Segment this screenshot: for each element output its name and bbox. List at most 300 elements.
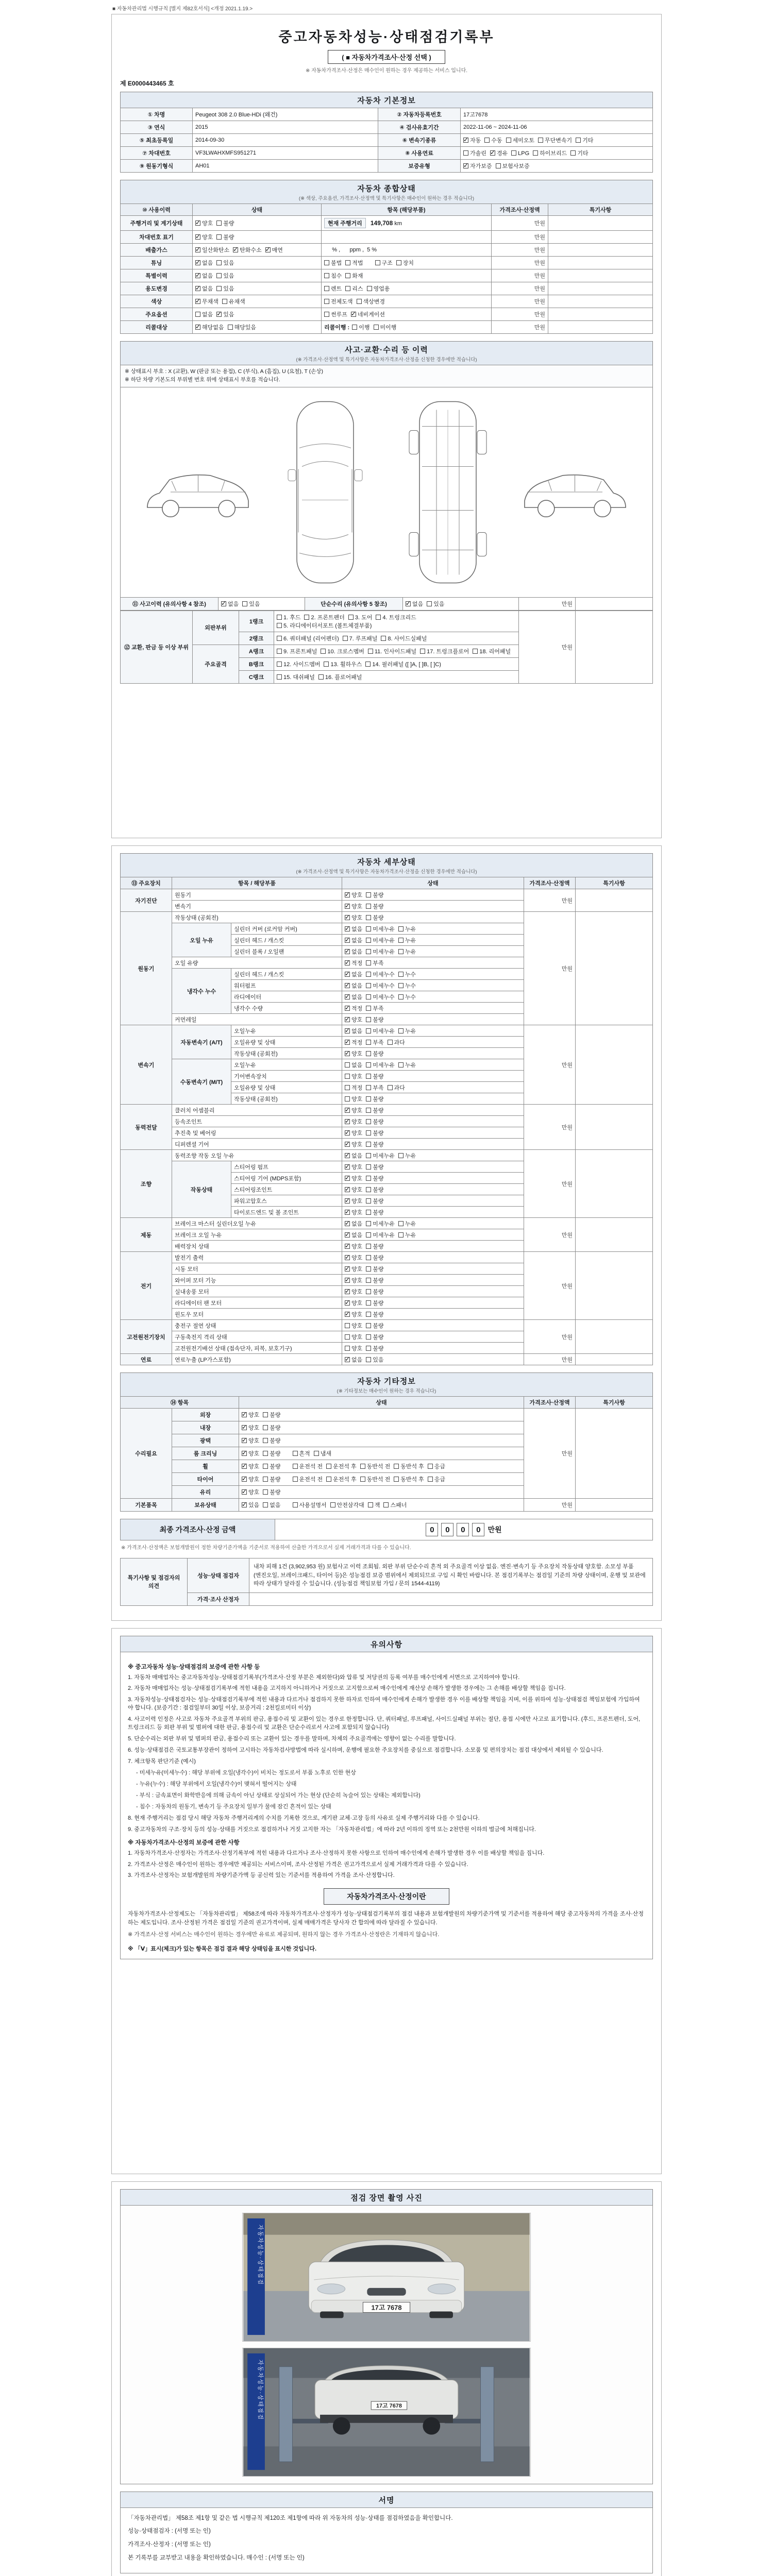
checkbox-option[interactable]	[398, 993, 416, 1001]
checkbox-unchecked-icon	[576, 138, 581, 143]
option-label: 미세누유	[373, 937, 395, 944]
checkbox-option[interactable]	[366, 1015, 383, 1024]
checkbox-option[interactable]	[374, 323, 397, 331]
checkbox-option[interactable]	[345, 1185, 362, 1194]
option-label: 영업용	[373, 286, 390, 292]
checkbox-option[interactable]	[345, 1355, 362, 1364]
option-label: 운전석 전	[299, 1464, 323, 1470]
option-label: 있음	[223, 273, 234, 279]
checkbox-option[interactable]	[345, 1265, 362, 1273]
checkbox-option[interactable]	[345, 1208, 362, 1216]
note-cell	[576, 1354, 653, 1365]
checkbox-option[interactable]	[398, 1027, 416, 1035]
rankA-options	[274, 645, 519, 657]
checkbox-unchecked-icon	[293, 1451, 298, 1456]
checkbox-option[interactable]	[345, 970, 362, 978]
checkbox-option[interactable]	[324, 272, 342, 280]
checkbox-option[interactable]	[345, 1344, 362, 1352]
checkbox-option[interactable]	[348, 613, 372, 621]
option-label: 없음	[351, 1028, 363, 1035]
checkbox-checked-icon	[242, 1489, 247, 1495]
checkbox-option[interactable]	[366, 1321, 383, 1330]
checkbox-option[interactable]	[216, 259, 234, 267]
checkbox-option[interactable]	[345, 1242, 362, 1250]
checkbox-option[interactable]	[345, 1015, 362, 1024]
checkbox-unchecked-icon	[366, 1040, 371, 1045]
price-survey-option[interactable]: ( ■ 자동차가격조사·산정 선택 )	[328, 50, 445, 64]
checkbox-option[interactable]	[293, 1501, 327, 1509]
checkbox-unchecked-icon	[428, 1477, 433, 1482]
checkbox-checked-icon	[406, 601, 411, 606]
checkbox-option[interactable]	[366, 1117, 383, 1126]
checkbox-option[interactable]	[388, 1083, 405, 1092]
checkbox-option[interactable]	[345, 1038, 362, 1046]
checkbox-option[interactable]	[345, 1197, 362, 1205]
checkbox-option[interactable]	[216, 284, 234, 293]
checkbox-option[interactable]	[366, 1355, 383, 1364]
checkbox-option[interactable]	[326, 1475, 357, 1483]
option-label: 탄화수소	[240, 247, 262, 253]
checkbox-option[interactable]	[398, 1219, 416, 1228]
option-label: 없음	[351, 1221, 363, 1227]
checkbox-option[interactable]	[511, 150, 529, 157]
checkbox-option[interactable]	[366, 970, 395, 978]
checkbox-option[interactable]	[394, 1462, 424, 1470]
checkbox-option[interactable]	[366, 1265, 383, 1273]
checkbox-option[interactable]	[366, 1027, 395, 1035]
option-label: 양호	[351, 1266, 363, 1273]
checkbox-option[interactable]	[368, 647, 416, 655]
checkbox-option[interactable]	[314, 1449, 331, 1458]
checkbox-unchecked-icon	[366, 1244, 371, 1249]
checkbox-option[interactable]	[576, 136, 593, 144]
checkbox-option[interactable]	[345, 902, 362, 910]
item-label: 스티어링 기어 (MDPS포함)	[231, 1173, 342, 1184]
checkbox-checked-icon	[345, 1232, 350, 1238]
checkbox-option[interactable]	[195, 284, 213, 293]
checkbox-option[interactable]	[366, 1174, 383, 1182]
etc-row-exterior	[121, 1409, 653, 1421]
checkbox-option[interactable]	[345, 1027, 362, 1035]
checkbox-option[interactable]	[345, 1321, 362, 1330]
device-group-label: 전기	[121, 1252, 172, 1320]
option-label: 불량	[373, 1311, 384, 1318]
basic-row-3	[121, 134, 653, 147]
current-mileage-value: 149,708	[370, 219, 393, 227]
checkbox-option[interactable]	[366, 1129, 383, 1137]
section-accident-note: (※ 가격조사·산정액 및 특기사항은 자동차가격조사·산정을 신청한 경우에만 적습니다)	[296, 357, 477, 363]
checkbox-option[interactable]	[396, 259, 414, 267]
detail-row	[121, 1150, 653, 1161]
opinion-inspector-row	[121, 1558, 653, 1593]
checkbox-option[interactable]	[398, 1231, 416, 1239]
checkbox-option[interactable]	[345, 1061, 362, 1069]
checkbox-option[interactable]	[366, 993, 395, 1001]
checkbox-option[interactable]	[345, 1287, 362, 1296]
car-diagram-top-view	[274, 393, 377, 591]
checkbox-option[interactable]	[357, 297, 385, 306]
note-cell	[548, 308, 653, 321]
checkbox-option[interactable]	[228, 323, 257, 331]
option-label: 누유	[405, 1062, 416, 1069]
checkbox-unchecked-icon	[428, 1464, 433, 1469]
checkbox-option[interactable]	[398, 936, 416, 944]
checkbox-checked-icon	[345, 1266, 350, 1272]
etc-header-row	[121, 1397, 653, 1409]
mileage-unit: km	[394, 221, 402, 227]
device-group-label: 동력전달	[121, 1105, 172, 1150]
value-reg-no: 17고7678	[461, 108, 653, 121]
checkbox-option[interactable]	[242, 1436, 259, 1445]
checkbox-option[interactable]	[345, 1174, 362, 1182]
checkbox-option[interactable]	[195, 219, 213, 227]
checkbox-checked-icon	[345, 1006, 350, 1011]
checkbox-option[interactable]	[366, 1140, 383, 1148]
checkbox-option[interactable]	[345, 1276, 362, 1284]
checkbox-unchecked-icon	[366, 915, 371, 920]
checkbox-option[interactable]	[195, 246, 229, 254]
item-label: 스티어링조인트	[231, 1184, 342, 1195]
option-label: 양호	[351, 1164, 363, 1171]
option-label: 16. 플로어패널	[325, 674, 362, 681]
checkbox-option[interactable]	[398, 1061, 416, 1069]
checkbox-option[interactable]	[366, 1197, 383, 1205]
checkbox-option[interactable]	[345, 1163, 362, 1171]
text-line: 1. 자동차가격조사·산정자는 가격조사·산정기록부에 적힌 내용과 다르거나 조사·산정하지 못한 사항으로 인하여 매수인에게 손해가 발생한 경우 이를 배상할 책임을 집니다.	[128, 1850, 545, 1856]
checkbox-option[interactable]	[366, 1049, 383, 1058]
checkbox-option[interactable]	[345, 959, 362, 967]
checkbox-option[interactable]	[216, 272, 234, 280]
checkbox-option[interactable]	[326, 1462, 357, 1470]
checkbox-option[interactable]	[366, 1004, 383, 1012]
checkbox-option[interactable]	[242, 1501, 259, 1509]
checkbox-option[interactable]	[345, 925, 362, 933]
checkbox-unchecked-icon	[366, 1266, 371, 1272]
checkbox-option[interactable]	[263, 1411, 280, 1419]
checkbox-option[interactable]	[352, 323, 369, 331]
checkbox-option[interactable]	[263, 1501, 280, 1509]
checkbox-option[interactable]	[345, 1004, 362, 1012]
checkbox-option[interactable]	[242, 1449, 259, 1458]
status-options	[342, 1025, 524, 1037]
option-label: 불량	[373, 1243, 384, 1250]
checkbox-option[interactable]	[242, 600, 260, 608]
checkbox-option[interactable]	[345, 1140, 362, 1148]
checkbox-option[interactable]	[263, 1488, 280, 1496]
checkbox-option[interactable]	[216, 233, 234, 241]
item-label: 오일유량 및 상태	[231, 1037, 342, 1048]
label-valid-period: ④ 검사유효기간	[378, 121, 461, 134]
checkbox-option[interactable]	[366, 913, 383, 922]
checkbox-option[interactable]	[398, 981, 416, 990]
checkbox-unchecked-icon	[366, 1085, 371, 1090]
checkbox-option[interactable]	[345, 1219, 362, 1228]
option-label: 썬루프	[331, 312, 347, 318]
option-label: 12. 사이드멤버	[283, 661, 321, 668]
checkbox-option[interactable]	[345, 891, 362, 899]
checkbox-option[interactable]	[233, 246, 262, 254]
option-label: 불량	[373, 1255, 384, 1261]
checkbox-option[interactable]	[463, 162, 492, 170]
checkbox-option[interactable]	[420, 647, 469, 655]
checkbox-option[interactable]	[277, 613, 300, 621]
checkbox-option[interactable]	[195, 233, 213, 241]
option-label: 불량	[373, 1209, 384, 1216]
checkbox-option[interactable]	[366, 925, 395, 933]
checkbox-option[interactable]	[345, 1310, 362, 1318]
status-options	[342, 1252, 524, 1263]
option-label: 불량	[373, 1073, 384, 1080]
checkbox-unchecked-icon	[348, 615, 354, 620]
status-options	[342, 1127, 524, 1139]
special-history-options	[193, 269, 322, 282]
checkbox-option[interactable]	[366, 891, 383, 899]
checkbox-option[interactable]	[216, 219, 234, 227]
checkbox-option[interactable]	[398, 925, 416, 933]
checkbox-option[interactable]	[383, 1501, 407, 1509]
checkbox-option[interactable]	[345, 272, 363, 280]
checkbox-checked-icon	[345, 960, 350, 965]
checkbox-option[interactable]	[367, 284, 390, 293]
checkbox-unchecked-icon	[366, 1164, 371, 1170]
checkbox-option[interactable]	[345, 1129, 362, 1137]
checkbox-option[interactable]	[351, 310, 385, 318]
section-etc-note: (※ 기타정보는 매수인이 원하는 경우 적습니다)	[337, 1388, 436, 1394]
option-label: 불량	[373, 892, 384, 899]
checkbox-option[interactable]	[345, 1333, 362, 1341]
checkbox-option[interactable]	[463, 149, 486, 157]
basic-row-4	[121, 147, 653, 160]
checkbox-option[interactable]	[366, 1038, 383, 1046]
checkbox-option[interactable]	[345, 1049, 362, 1058]
checkbox-option[interactable]	[366, 1299, 383, 1307]
checkbox-unchecked-icon	[366, 960, 371, 965]
checkbox-option[interactable]	[345, 1106, 362, 1114]
checkbox-option[interactable]	[195, 310, 213, 318]
checkbox-option[interactable]	[263, 1462, 280, 1470]
checkbox-option[interactable]	[345, 1117, 362, 1126]
checkbox-option[interactable]	[366, 936, 395, 944]
checkbox-option[interactable]	[473, 647, 511, 655]
checkbox-option[interactable]	[195, 259, 213, 267]
checkbox-option[interactable]	[366, 1344, 383, 1352]
checkbox-option[interactable]	[277, 673, 315, 681]
checkbox-checked-icon	[345, 915, 350, 920]
checkbox-option[interactable]	[366, 1287, 383, 1296]
checkbox-option[interactable]	[366, 1253, 383, 1262]
checkbox-unchecked-icon	[228, 325, 233, 330]
checkbox-option[interactable]	[490, 149, 508, 157]
checkbox-option[interactable]	[345, 259, 363, 267]
checkbox-unchecked-icon	[366, 1232, 371, 1238]
checkbox-option[interactable]	[345, 1095, 362, 1103]
checkbox-option[interactable]	[366, 1095, 383, 1103]
price-cell: 만원	[524, 1354, 576, 1365]
checkbox-option[interactable]	[427, 600, 444, 608]
checkbox-option[interactable]	[216, 310, 234, 318]
checkbox-option[interactable]	[538, 136, 572, 144]
checkbox-option[interactable]	[293, 1475, 323, 1483]
checkbox-option[interactable]	[366, 1333, 383, 1341]
checkbox-option[interactable]	[365, 660, 441, 668]
checkbox-option[interactable]	[428, 1475, 445, 1483]
checkbox-option[interactable]	[242, 1475, 259, 1483]
checkbox-option[interactable]	[533, 149, 567, 157]
checkbox-option[interactable]	[345, 1083, 362, 1092]
checkbox-option[interactable]	[195, 272, 213, 280]
checkbox-option[interactable]	[324, 297, 353, 306]
option-label: 세미오토	[512, 138, 535, 144]
checkbox-option[interactable]	[570, 149, 588, 157]
checkbox-option[interactable]	[376, 613, 416, 621]
checkbox-option[interactable]	[345, 947, 362, 956]
checkbox-option[interactable]	[263, 1423, 280, 1432]
checkbox-option[interactable]	[293, 1449, 310, 1458]
checkbox-option[interactable]	[366, 1163, 383, 1171]
option-label: 불량	[373, 1130, 384, 1137]
checkbox-option[interactable]	[345, 981, 362, 990]
checkbox-option[interactable]	[388, 1038, 405, 1046]
checkbox-checked-icon	[345, 1017, 350, 1022]
appraiser-comment	[249, 1592, 653, 1605]
checkbox-option[interactable]	[242, 1488, 259, 1496]
checkbox-option[interactable]	[366, 1208, 383, 1216]
checkbox-option[interactable]	[366, 981, 395, 990]
checkbox-option[interactable]	[366, 1310, 383, 1318]
checkbox-unchecked-icon	[263, 1425, 268, 1430]
checkbox-option[interactable]	[265, 246, 283, 254]
checkbox-option[interactable]	[366, 1083, 383, 1092]
option-label: 불량	[270, 1451, 281, 1457]
checkbox-option[interactable]	[343, 634, 378, 642]
checkbox-option[interactable]	[324, 660, 362, 668]
checkbox-option[interactable]	[324, 310, 347, 318]
checkbox-option[interactable]	[366, 1072, 383, 1080]
checkbox-unchecked-icon	[473, 649, 478, 654]
price-cell: 만원	[524, 1105, 576, 1150]
repair-need-label: 수리필요	[121, 1409, 172, 1499]
checkbox-option[interactable]	[398, 970, 416, 978]
checkbox-option[interactable]	[242, 1462, 259, 1470]
checkbox-option[interactable]	[375, 259, 393, 267]
accident-history-table	[120, 597, 653, 611]
checkbox-option[interactable]	[263, 1449, 280, 1458]
section-notice-title: 유의사항	[371, 1640, 402, 1649]
checkbox-option[interactable]	[345, 1072, 362, 1080]
basic-info-table	[120, 108, 653, 173]
usage-change-options	[193, 282, 322, 295]
checkbox-unchecked-icon	[330, 1502, 335, 1507]
option-label: 없음	[351, 937, 363, 944]
checkbox-option[interactable]	[345, 1253, 362, 1262]
device-group-label: 연료	[121, 1354, 172, 1365]
status-options	[342, 1343, 524, 1354]
option-label: 양호	[351, 1073, 363, 1080]
checkbox-option[interactable]	[366, 1106, 383, 1114]
checkbox-option[interactable]	[345, 1231, 362, 1239]
col-state: 상태	[342, 877, 524, 889]
checkbox-option[interactable]	[345, 936, 362, 944]
price-digit-1: 0	[426, 1523, 438, 1536]
inspector-label: 성능·상태 점검자	[188, 1558, 249, 1593]
checkbox-option[interactable]	[366, 1061, 395, 1069]
special-history-label: 특별이력	[121, 269, 193, 282]
option-label: 8. 사이드실패널	[388, 635, 427, 642]
checkbox-option[interactable]	[263, 1475, 280, 1483]
price-digit-4: 0	[472, 1523, 484, 1536]
checkbox-option[interactable]	[277, 634, 339, 642]
status-options	[342, 1037, 524, 1048]
checkbox-option[interactable]	[345, 1299, 362, 1307]
checkbox-option[interactable]	[318, 673, 362, 681]
checkbox-option[interactable]	[398, 1151, 416, 1160]
checkbox-option[interactable]	[345, 993, 362, 1001]
checkbox-option[interactable]	[321, 647, 364, 655]
checkbox-unchecked-icon	[345, 260, 350, 265]
checkbox-option[interactable]	[330, 1501, 364, 1509]
checkbox-option[interactable]	[324, 284, 342, 293]
checkbox-option[interactable]	[293, 1462, 323, 1470]
checkbox-option[interactable]	[242, 1411, 259, 1419]
checkbox-option[interactable]	[195, 297, 219, 306]
checkbox-option[interactable]	[263, 1436, 280, 1445]
checkbox-option[interactable]	[360, 1475, 391, 1483]
checkbox-option[interactable]	[366, 1151, 395, 1160]
checkbox-option[interactable]	[304, 613, 344, 621]
checkbox-option[interactable]	[463, 136, 481, 144]
checkbox-option[interactable]	[381, 634, 427, 642]
checkbox-option[interactable]	[428, 1462, 445, 1470]
checkbox-option[interactable]	[277, 647, 317, 655]
checkbox-unchecked-icon	[366, 1187, 371, 1192]
checkbox-option[interactable]	[277, 621, 372, 630]
banner-text: 자동차성능·상태점검	[257, 2224, 263, 2285]
checkbox-option[interactable]	[366, 947, 395, 956]
checkbox-option[interactable]	[406, 600, 423, 608]
checkbox-option[interactable]	[398, 947, 416, 956]
checkbox-unchecked-icon	[195, 312, 200, 317]
value-model-year: 2015	[193, 121, 378, 134]
checkbox-option[interactable]	[484, 136, 502, 144]
notice-sub1: ※ 중고자동차 성능·상태점검의 보증에 관한 사항 등	[128, 1664, 260, 1670]
checkbox-option[interactable]	[366, 959, 383, 967]
checkbox-option[interactable]	[345, 284, 363, 293]
option-label: 불량	[373, 1345, 384, 1352]
checkbox-option[interactable]	[366, 1242, 383, 1250]
checkbox-option[interactable]	[221, 600, 239, 608]
option-label: 부족	[373, 960, 384, 967]
checkbox-option[interactable]	[496, 162, 530, 170]
checkbox-option[interactable]	[366, 1231, 395, 1239]
checkbox-option[interactable]	[366, 902, 383, 910]
checkbox-option[interactable]	[360, 1462, 391, 1470]
checkbox-option[interactable]	[222, 297, 245, 306]
checkbox-option[interactable]	[506, 136, 535, 144]
checkbox-option[interactable]	[394, 1475, 424, 1483]
checkbox-option[interactable]	[366, 1219, 395, 1228]
checkbox-unchecked-icon	[326, 1477, 331, 1482]
checkbox-option[interactable]	[366, 1185, 383, 1194]
checkbox-checked-icon	[242, 1464, 247, 1469]
checkbox-option[interactable]	[366, 1276, 383, 1284]
checkbox-option[interactable]	[242, 1423, 259, 1432]
checkbox-option[interactable]	[324, 259, 342, 267]
checkbox-option[interactable]	[345, 913, 362, 922]
checkbox-option[interactable]	[368, 1501, 380, 1509]
checkbox-option[interactable]	[345, 1151, 362, 1160]
checkbox-option[interactable]	[195, 323, 224, 331]
checkbox-option[interactable]	[277, 660, 320, 668]
